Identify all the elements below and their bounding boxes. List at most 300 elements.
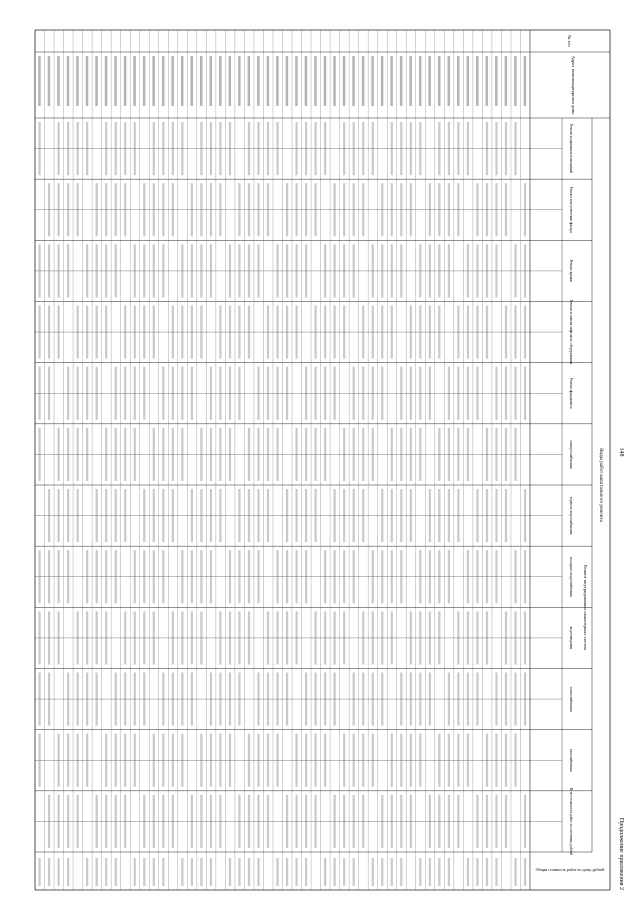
illegible-value-cell: [381, 183, 383, 236]
illegible-value-cell: [105, 428, 107, 481]
illegible-value-cell: [438, 183, 440, 236]
illegible-address-cell: [162, 56, 165, 106]
illegible-value-cell: [77, 734, 79, 787]
illegible-value-cell: [229, 858, 231, 886]
illegible-value-cell: [315, 122, 317, 175]
illegible-value-cell: [391, 734, 393, 787]
illegible-value-cell: [181, 244, 183, 297]
illegible-value-cell: [238, 306, 240, 359]
illegible-value-cell: [514, 611, 516, 664]
illegible-value-cell: [524, 611, 526, 664]
illegible-value-cell: [391, 550, 393, 603]
illegible-value-cell: [276, 611, 278, 664]
illegible-value-cell: [153, 244, 155, 297]
illegible-value-cell: [58, 795, 60, 848]
illegible-value-cell: [38, 673, 40, 726]
illegible-value-cell: [181, 550, 183, 603]
illegible-value-cell: [410, 428, 412, 481]
illegible-value-cell: [429, 795, 431, 848]
illegible-value-cell: [495, 489, 497, 542]
illegible-value-cell: [58, 611, 60, 664]
illegible-value-cell: [362, 611, 364, 664]
illegible-value-cell: [267, 428, 269, 481]
illegible-value-cell: [305, 244, 307, 297]
illegible-value-cell: [286, 550, 288, 603]
illegible-value-cell: [305, 489, 307, 542]
illegible-value-cell: [172, 122, 174, 175]
illegible-value-cell: [181, 428, 183, 481]
illegible-value-cell: [162, 183, 164, 236]
header-work-group: электроснабжения: [569, 440, 573, 469]
illegible-value-cell: [210, 183, 212, 236]
illegible-value-cell: [438, 122, 440, 175]
illegible-value-cell: [77, 122, 79, 175]
illegible-value-cell: [210, 795, 212, 848]
illegible-value-cell: [143, 489, 145, 542]
illegible-value-cell: [505, 428, 507, 481]
illegible-value-cell: [353, 122, 355, 175]
illegible-value-cell: [372, 306, 374, 359]
illegible-value-cell: [286, 611, 288, 664]
illegible-value-cell: [181, 367, 183, 420]
illegible-value-cell: [134, 550, 136, 603]
illegible-value-cell: [257, 673, 259, 726]
illegible-value-cell: [143, 673, 145, 726]
illegible-value-cell: [67, 244, 69, 297]
illegible-value-cell: [181, 673, 183, 726]
illegible-value-cell: [191, 550, 193, 603]
illegible-value-cell: [96, 550, 98, 603]
illegible-value-cell: [238, 244, 240, 297]
illegible-value-cell: [153, 489, 155, 542]
illegible-value-cell: [219, 306, 221, 359]
illegible-value-cell: [315, 611, 317, 664]
illegible-value-cell: [295, 122, 297, 175]
illegible-value-cell: [438, 489, 440, 542]
illegible-value-cell: [524, 673, 526, 726]
illegible-value-cell: [210, 734, 212, 787]
illegible-value-cell: [419, 122, 421, 175]
illegible-value-cell: [191, 306, 193, 359]
illegible-value-cell: [505, 734, 507, 787]
illegible-value-cell: [324, 550, 326, 603]
illegible-value-cell: [38, 550, 40, 603]
illegible-value-cell: [476, 183, 478, 236]
illegible-value-cell: [105, 858, 107, 886]
illegible-value-cell: [400, 122, 402, 175]
illegible-value-cell: [257, 367, 259, 420]
illegible-value-cell: [115, 367, 117, 420]
illegible-value-cell: [476, 795, 478, 848]
illegible-value-cell: [191, 858, 193, 886]
illegible-value-cell: [362, 428, 364, 481]
header-work-group: Ремонт или утепление фасада: [569, 186, 573, 233]
illegible-value-cell: [219, 428, 221, 481]
header-work-group: Всего стоимость работ по системам, рублей: [569, 787, 573, 856]
illegible-value-cell: [524, 244, 526, 297]
illegible-value-cell: [419, 734, 421, 787]
illegible-value-cell: [86, 244, 88, 297]
illegible-address-cell: [67, 56, 70, 106]
illegible-value-cell: [315, 795, 317, 848]
illegible-value-cell: [505, 367, 507, 420]
illegible-value-cell: [495, 734, 497, 787]
illegible-value-cell: [400, 367, 402, 420]
illegible-value-cell: [476, 673, 478, 726]
illegible-address-cell: [143, 56, 146, 106]
illegible-value-cell: [324, 122, 326, 175]
illegible-value-cell: [229, 550, 231, 603]
illegible-value-cell: [115, 795, 117, 848]
illegible-value-cell: [343, 734, 345, 787]
illegible-address-cell: [238, 56, 241, 106]
illegible-value-cell: [200, 122, 202, 175]
illegible-value-cell: [486, 122, 488, 175]
illegible-value-cell: [134, 367, 136, 420]
illegible-address-cell: [295, 56, 298, 106]
illegible-value-cell: [105, 734, 107, 787]
illegible-value-cell: [438, 550, 440, 603]
illegible-value-cell: [276, 734, 278, 787]
illegible-value-cell: [105, 306, 107, 359]
illegible-value-cell: [172, 306, 174, 359]
illegible-value-cell: [410, 734, 412, 787]
illegible-value-cell: [295, 550, 297, 603]
illegible-value-cell: [305, 550, 307, 603]
illegible-value-cell: [372, 673, 374, 726]
illegible-value-cell: [438, 244, 440, 297]
header-work-group: Ремонт и замена лифтового оборудования: [569, 299, 573, 365]
illegible-value-cell: [105, 244, 107, 297]
illegible-value-cell: [448, 244, 450, 297]
illegible-value-cell: [86, 673, 88, 726]
illegible-value-cell: [495, 122, 497, 175]
illegible-value-cell: [219, 673, 221, 726]
illegible-value-cell: [334, 306, 336, 359]
illegible-value-cell: [324, 428, 326, 481]
illegible-value-cell: [248, 611, 250, 664]
illegible-value-cell: [514, 550, 516, 603]
illegible-value-cell: [381, 489, 383, 542]
illegible-value-cell: [48, 183, 50, 236]
illegible-value-cell: [257, 734, 259, 787]
illegible-value-cell: [105, 611, 107, 664]
illegible-value-cell: [276, 306, 278, 359]
illegible-value-cell: [410, 306, 412, 359]
illegible-value-cell: [181, 122, 183, 175]
illegible-value-cell: [200, 611, 202, 664]
illegible-value-cell: [238, 858, 240, 886]
illegible-value-cell: [67, 795, 69, 848]
illegible-value-cell: [162, 489, 164, 542]
illegible-value-cell: [505, 673, 507, 726]
illegible-value-cell: [257, 489, 259, 542]
illegible-value-cell: [486, 244, 488, 297]
illegible-value-cell: [429, 611, 431, 664]
illegible-value-cell: [48, 489, 50, 542]
illegible-value-cell: [372, 244, 374, 297]
illegible-value-cell: [419, 673, 421, 726]
header-work-group: Ремонт подвальных помещений: [569, 124, 573, 174]
illegible-value-cell: [457, 611, 459, 664]
illegible-value-cell: [305, 673, 307, 726]
illegible-value-cell: [48, 550, 50, 603]
illegible-value-cell: [38, 122, 40, 175]
illegible-address-cell: [286, 56, 289, 106]
illegible-value-cell: [334, 795, 336, 848]
illegible-value-cell: [86, 428, 88, 481]
illegible-value-cell: [67, 428, 69, 481]
illegible-value-cell: [267, 795, 269, 848]
illegible-value-cell: [200, 734, 202, 787]
illegible-value-cell: [457, 428, 459, 481]
illegible-address-cell: [171, 56, 174, 106]
illegible-address-cell: [467, 56, 470, 106]
illegible-value-cell: [476, 367, 478, 420]
illegible-address-cell: [409, 56, 412, 106]
illegible-value-cell: [191, 489, 193, 542]
illegible-value-cell: [134, 244, 136, 297]
illegible-value-cell: [86, 122, 88, 175]
illegible-value-cell: [267, 122, 269, 175]
illegible-value-cell: [77, 306, 79, 359]
illegible-value-cell: [495, 795, 497, 848]
illegible-value-cell: [96, 673, 98, 726]
illegible-value-cell: [238, 183, 240, 236]
illegible-value-cell: [495, 244, 497, 297]
illegible-value-cell: [162, 244, 164, 297]
illegible-value-cell: [105, 489, 107, 542]
illegible-value-cell: [267, 183, 269, 236]
illegible-value-cell: [38, 367, 40, 420]
illegible-address-cell: [371, 56, 374, 106]
illegible-value-cell: [438, 795, 440, 848]
illegible-address-cell: [514, 56, 517, 106]
illegible-value-cell: [495, 673, 497, 726]
repair-cost-table: [35, 30, 610, 890]
illegible-value-cell: [467, 122, 469, 175]
illegible-value-cell: [448, 795, 450, 848]
illegible-value-cell: [410, 673, 412, 726]
illegible-value-cell: [467, 858, 469, 886]
illegible-value-cell: [362, 306, 364, 359]
illegible-value-cell: [372, 367, 374, 420]
illegible-value-cell: [143, 367, 145, 420]
illegible-value-cell: [362, 795, 364, 848]
illegible-value-cell: [514, 122, 516, 175]
illegible-value-cell: [429, 858, 431, 886]
illegible-value-cell: [343, 306, 345, 359]
illegible-value-cell: [153, 858, 155, 886]
illegible-value-cell: [305, 183, 307, 236]
illegible-value-cell: [438, 858, 440, 886]
illegible-value-cell: [86, 858, 88, 886]
illegible-value-cell: [67, 367, 69, 420]
illegible-value-cell: [295, 306, 297, 359]
illegible-address-cell: [219, 56, 222, 106]
header-work-group: Ремонт крыши: [569, 259, 573, 283]
illegible-value-cell: [505, 306, 507, 359]
illegible-address-cell: [95, 56, 98, 106]
illegible-value-cell: [381, 858, 383, 886]
illegible-value-cell: [381, 306, 383, 359]
illegible-value-cell: [210, 858, 212, 886]
illegible-value-cell: [438, 428, 440, 481]
illegible-value-cell: [400, 489, 402, 542]
illegible-value-cell: [400, 795, 402, 848]
illegible-value-cell: [400, 183, 402, 236]
illegible-value-cell: [58, 428, 60, 481]
illegible-value-cell: [448, 183, 450, 236]
header-engineering: Ремонт внутридомовых инженерных систем: [583, 564, 588, 650]
illegible-value-cell: [410, 183, 412, 236]
illegible-value-cell: [257, 244, 259, 297]
illegible-value-cell: [134, 306, 136, 359]
illegible-value-cell: [372, 734, 374, 787]
illegible-value-cell: [419, 367, 421, 420]
illegible-value-cell: [353, 244, 355, 297]
illegible-value-cell: [86, 734, 88, 787]
illegible-value-cell: [96, 367, 98, 420]
illegible-value-cell: [286, 795, 288, 848]
illegible-value-cell: [124, 367, 126, 420]
illegible-value-cell: [286, 673, 288, 726]
illegible-value-cell: [324, 611, 326, 664]
illegible-value-cell: [248, 428, 250, 481]
illegible-value-cell: [476, 550, 478, 603]
illegible-value-cell: [324, 244, 326, 297]
header-section-title: Виды работ капитального ремонта: [598, 448, 603, 522]
illegible-value-cell: [219, 183, 221, 236]
illegible-value-cell: [38, 858, 40, 886]
illegible-value-cell: [305, 795, 307, 848]
illegible-value-cell: [334, 183, 336, 236]
illegible-value-cell: [353, 183, 355, 236]
illegible-value-cell: [315, 734, 317, 787]
illegible-value-cell: [286, 489, 288, 542]
illegible-address-cell: [400, 56, 403, 106]
illegible-value-cell: [77, 611, 79, 664]
illegible-value-cell: [48, 795, 50, 848]
illegible-value-cell: [248, 183, 250, 236]
illegible-value-cell: [324, 673, 326, 726]
illegible-address-cell: [200, 56, 203, 106]
illegible-value-cell: [86, 611, 88, 664]
illegible-value-cell: [124, 306, 126, 359]
illegible-value-cell: [276, 428, 278, 481]
illegible-value-cell: [514, 673, 516, 726]
illegible-address-cell: [114, 56, 117, 106]
illegible-value-cell: [486, 550, 488, 603]
illegible-value-cell: [334, 367, 336, 420]
illegible-value-cell: [524, 858, 526, 886]
illegible-value-cell: [229, 611, 231, 664]
illegible-value-cell: [457, 367, 459, 420]
illegible-value-cell: [238, 550, 240, 603]
illegible-value-cell: [276, 858, 278, 886]
illegible-value-cell: [162, 734, 164, 787]
illegible-value-cell: [58, 244, 60, 297]
illegible-address-cell: [333, 56, 336, 106]
illegible-value-cell: [457, 489, 459, 542]
illegible-value-cell: [219, 367, 221, 420]
illegible-value-cell: [219, 795, 221, 848]
illegible-value-cell: [276, 550, 278, 603]
illegible-value-cell: [457, 122, 459, 175]
illegible-value-cell: [495, 183, 497, 236]
illegible-value-cell: [153, 550, 155, 603]
illegible-value-cell: [410, 489, 412, 542]
illegible-value-cell: [400, 734, 402, 787]
illegible-value-cell: [295, 734, 297, 787]
illegible-address-cell: [229, 56, 232, 106]
illegible-value-cell: [334, 673, 336, 726]
illegible-value-cell: [448, 673, 450, 726]
illegible-value-cell: [143, 611, 145, 664]
illegible-value-cell: [467, 367, 469, 420]
illegible-value-cell: [305, 734, 307, 787]
illegible-value-cell: [248, 550, 250, 603]
illegible-value-cell: [257, 550, 259, 603]
illegible-value-cell: [248, 306, 250, 359]
header-total: Общая стоимость работ по дому, рублей: [535, 867, 605, 872]
header-work-group: холодного водоснабжения: [569, 556, 573, 597]
illegible-value-cell: [391, 795, 393, 848]
illegible-address-cell: [381, 56, 384, 106]
illegible-address-cell: [524, 56, 527, 106]
illegible-value-cell: [343, 795, 345, 848]
illegible-value-cell: [381, 611, 383, 664]
illegible-value-cell: [229, 244, 231, 297]
illegible-address-cell: [181, 56, 184, 106]
illegible-value-cell: [448, 734, 450, 787]
illegible-value-cell: [238, 611, 240, 664]
illegible-address-cell: [267, 56, 270, 106]
illegible-value-cell: [286, 244, 288, 297]
illegible-value-cell: [334, 611, 336, 664]
illegible-value-cell: [362, 183, 364, 236]
illegible-value-cell: [267, 306, 269, 359]
illegible-value-cell: [419, 244, 421, 297]
illegible-value-cell: [181, 306, 183, 359]
illegible-address-cell: [48, 56, 51, 106]
illegible-value-cell: [210, 122, 212, 175]
illegible-value-cell: [429, 244, 431, 297]
illegible-value-cell: [324, 858, 326, 886]
illegible-value-cell: [419, 550, 421, 603]
illegible-value-cell: [381, 673, 383, 726]
illegible-value-cell: [429, 550, 431, 603]
illegible-address-cell: [390, 56, 393, 106]
illegible-value-cell: [467, 550, 469, 603]
illegible-value-cell: [96, 183, 98, 236]
illegible-value-cell: [372, 122, 374, 175]
illegible-value-cell: [334, 858, 336, 886]
illegible-value-cell: [248, 489, 250, 542]
illegible-value-cell: [505, 183, 507, 236]
illegible-value-cell: [124, 673, 126, 726]
illegible-value-cell: [419, 611, 421, 664]
illegible-value-cell: [105, 183, 107, 236]
illegible-value-cell: [229, 367, 231, 420]
illegible-value-cell: [429, 183, 431, 236]
illegible-value-cell: [115, 244, 117, 297]
illegible-value-cell: [86, 550, 88, 603]
illegible-address-cell: [124, 56, 127, 106]
illegible-value-cell: [134, 122, 136, 175]
illegible-value-cell: [524, 489, 526, 542]
illegible-value-cell: [124, 734, 126, 787]
